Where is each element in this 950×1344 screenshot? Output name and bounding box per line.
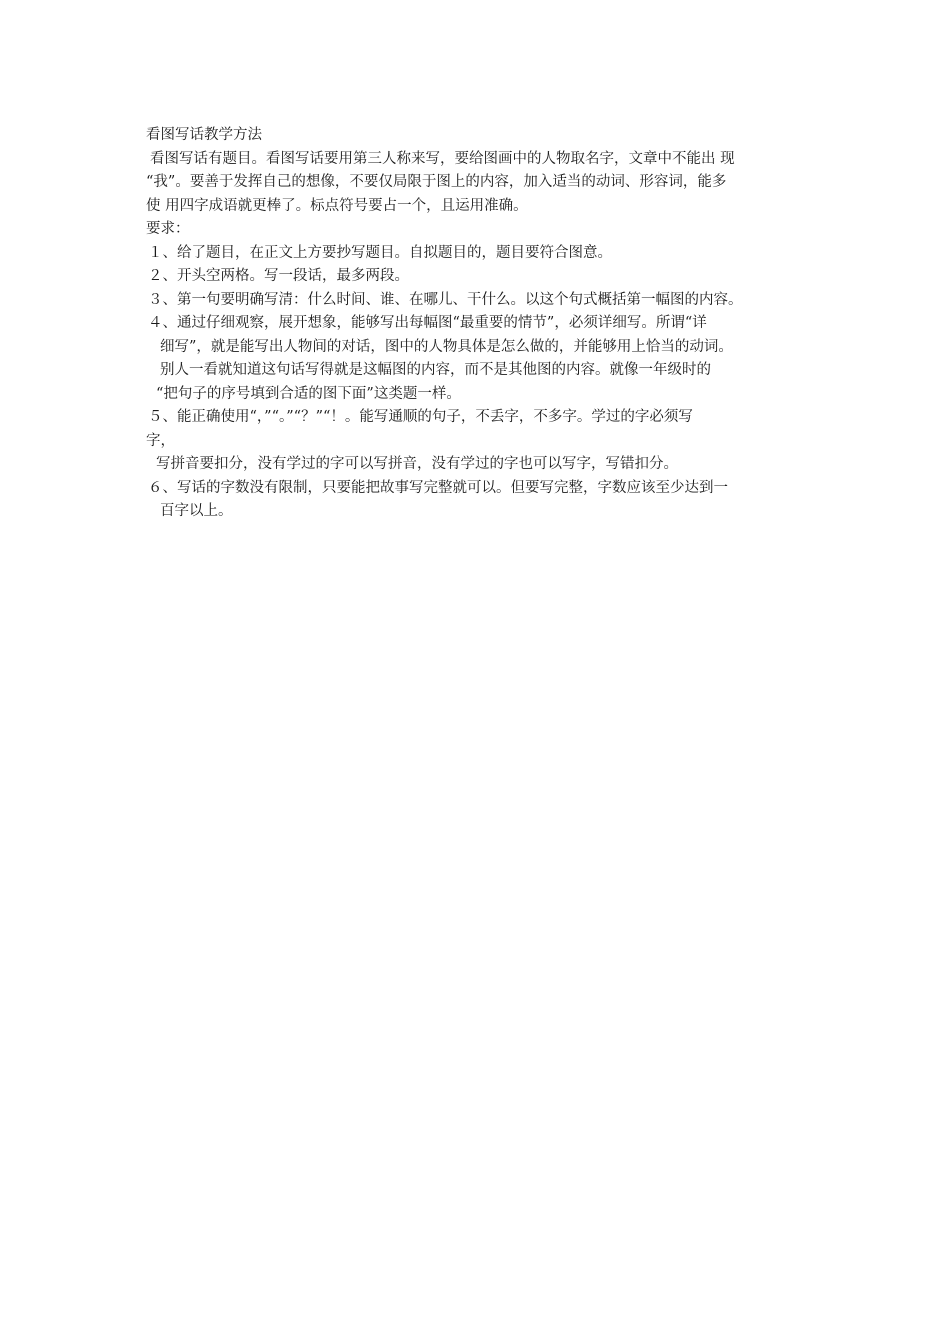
requirement-item-5-line-2: 字， xyxy=(146,432,175,449)
document-title: 看图写话教学方法 xyxy=(146,127,262,143)
requirement-item-5-line-1: ５、能正确使用“，”“。”“？”“！。能写通顺的句子，不丢字，不多字。学过的字必须写 xyxy=(148,409,693,425)
requirement-item-6-line-2: 百字以上。 xyxy=(160,503,233,519)
requirements-heading: 要求： xyxy=(146,221,190,237)
requirement-item-1: １、给了题目，在正文上方要抄写题目。自拟题目的，题目要符合图意。 xyxy=(148,244,612,261)
intro-line-1: 看图写话有题目。看图写话要用第三人称来写，要给图画中的人物取名字，文章中不能出 现 xyxy=(150,150,735,167)
requirement-item-4-line-3: 别人一看就知道这句话写得就是这幅图的内容，而不是其他图的内容。就像一年级时的 xyxy=(160,362,711,378)
requirement-item-5-line-3: 写拼音要扣分，没有学过的字可以写拼音，没有学过的字也可以写字，写错扣分。 xyxy=(156,456,678,472)
requirement-item-2: ２、开头空两格。写一段话，最多两段。 xyxy=(148,268,409,284)
intro-line-2: “我”。要善于发挥自己的想像，不要仅局限于图上的内容，加入适当的动词、形容词，能多 xyxy=(146,174,727,190)
requirement-item-4-line-4: “把句子的序号填到合适的图下面”这类题一样。 xyxy=(156,385,461,402)
intro-line-3: 使 用四字成语就更棒了。标点符号要占一个，且运用准确。 xyxy=(146,197,528,214)
requirement-item-3: ３、第一句要明确写清：什么时间、谁、在哪儿、干什么。以这个句式概括第一幅图的内容。 xyxy=(148,291,743,308)
requirement-item-4-line-2: 细写”，就是能写出人物间的对话，图中的人物具体是怎么做的，并能够用上恰当的动词。 xyxy=(160,338,733,355)
requirement-item-6-line-1: ６、写话的字数没有限制，只要能把故事写完整就可以。但要写完整，字数应该至少达到一 xyxy=(148,479,728,496)
requirement-item-4-line-1: ４、通过仔细观察，展开想象，能够写出每幅图“最重要的情节”，必须详细写。所谓“详 xyxy=(148,315,707,331)
document-body xyxy=(146,124,816,524)
